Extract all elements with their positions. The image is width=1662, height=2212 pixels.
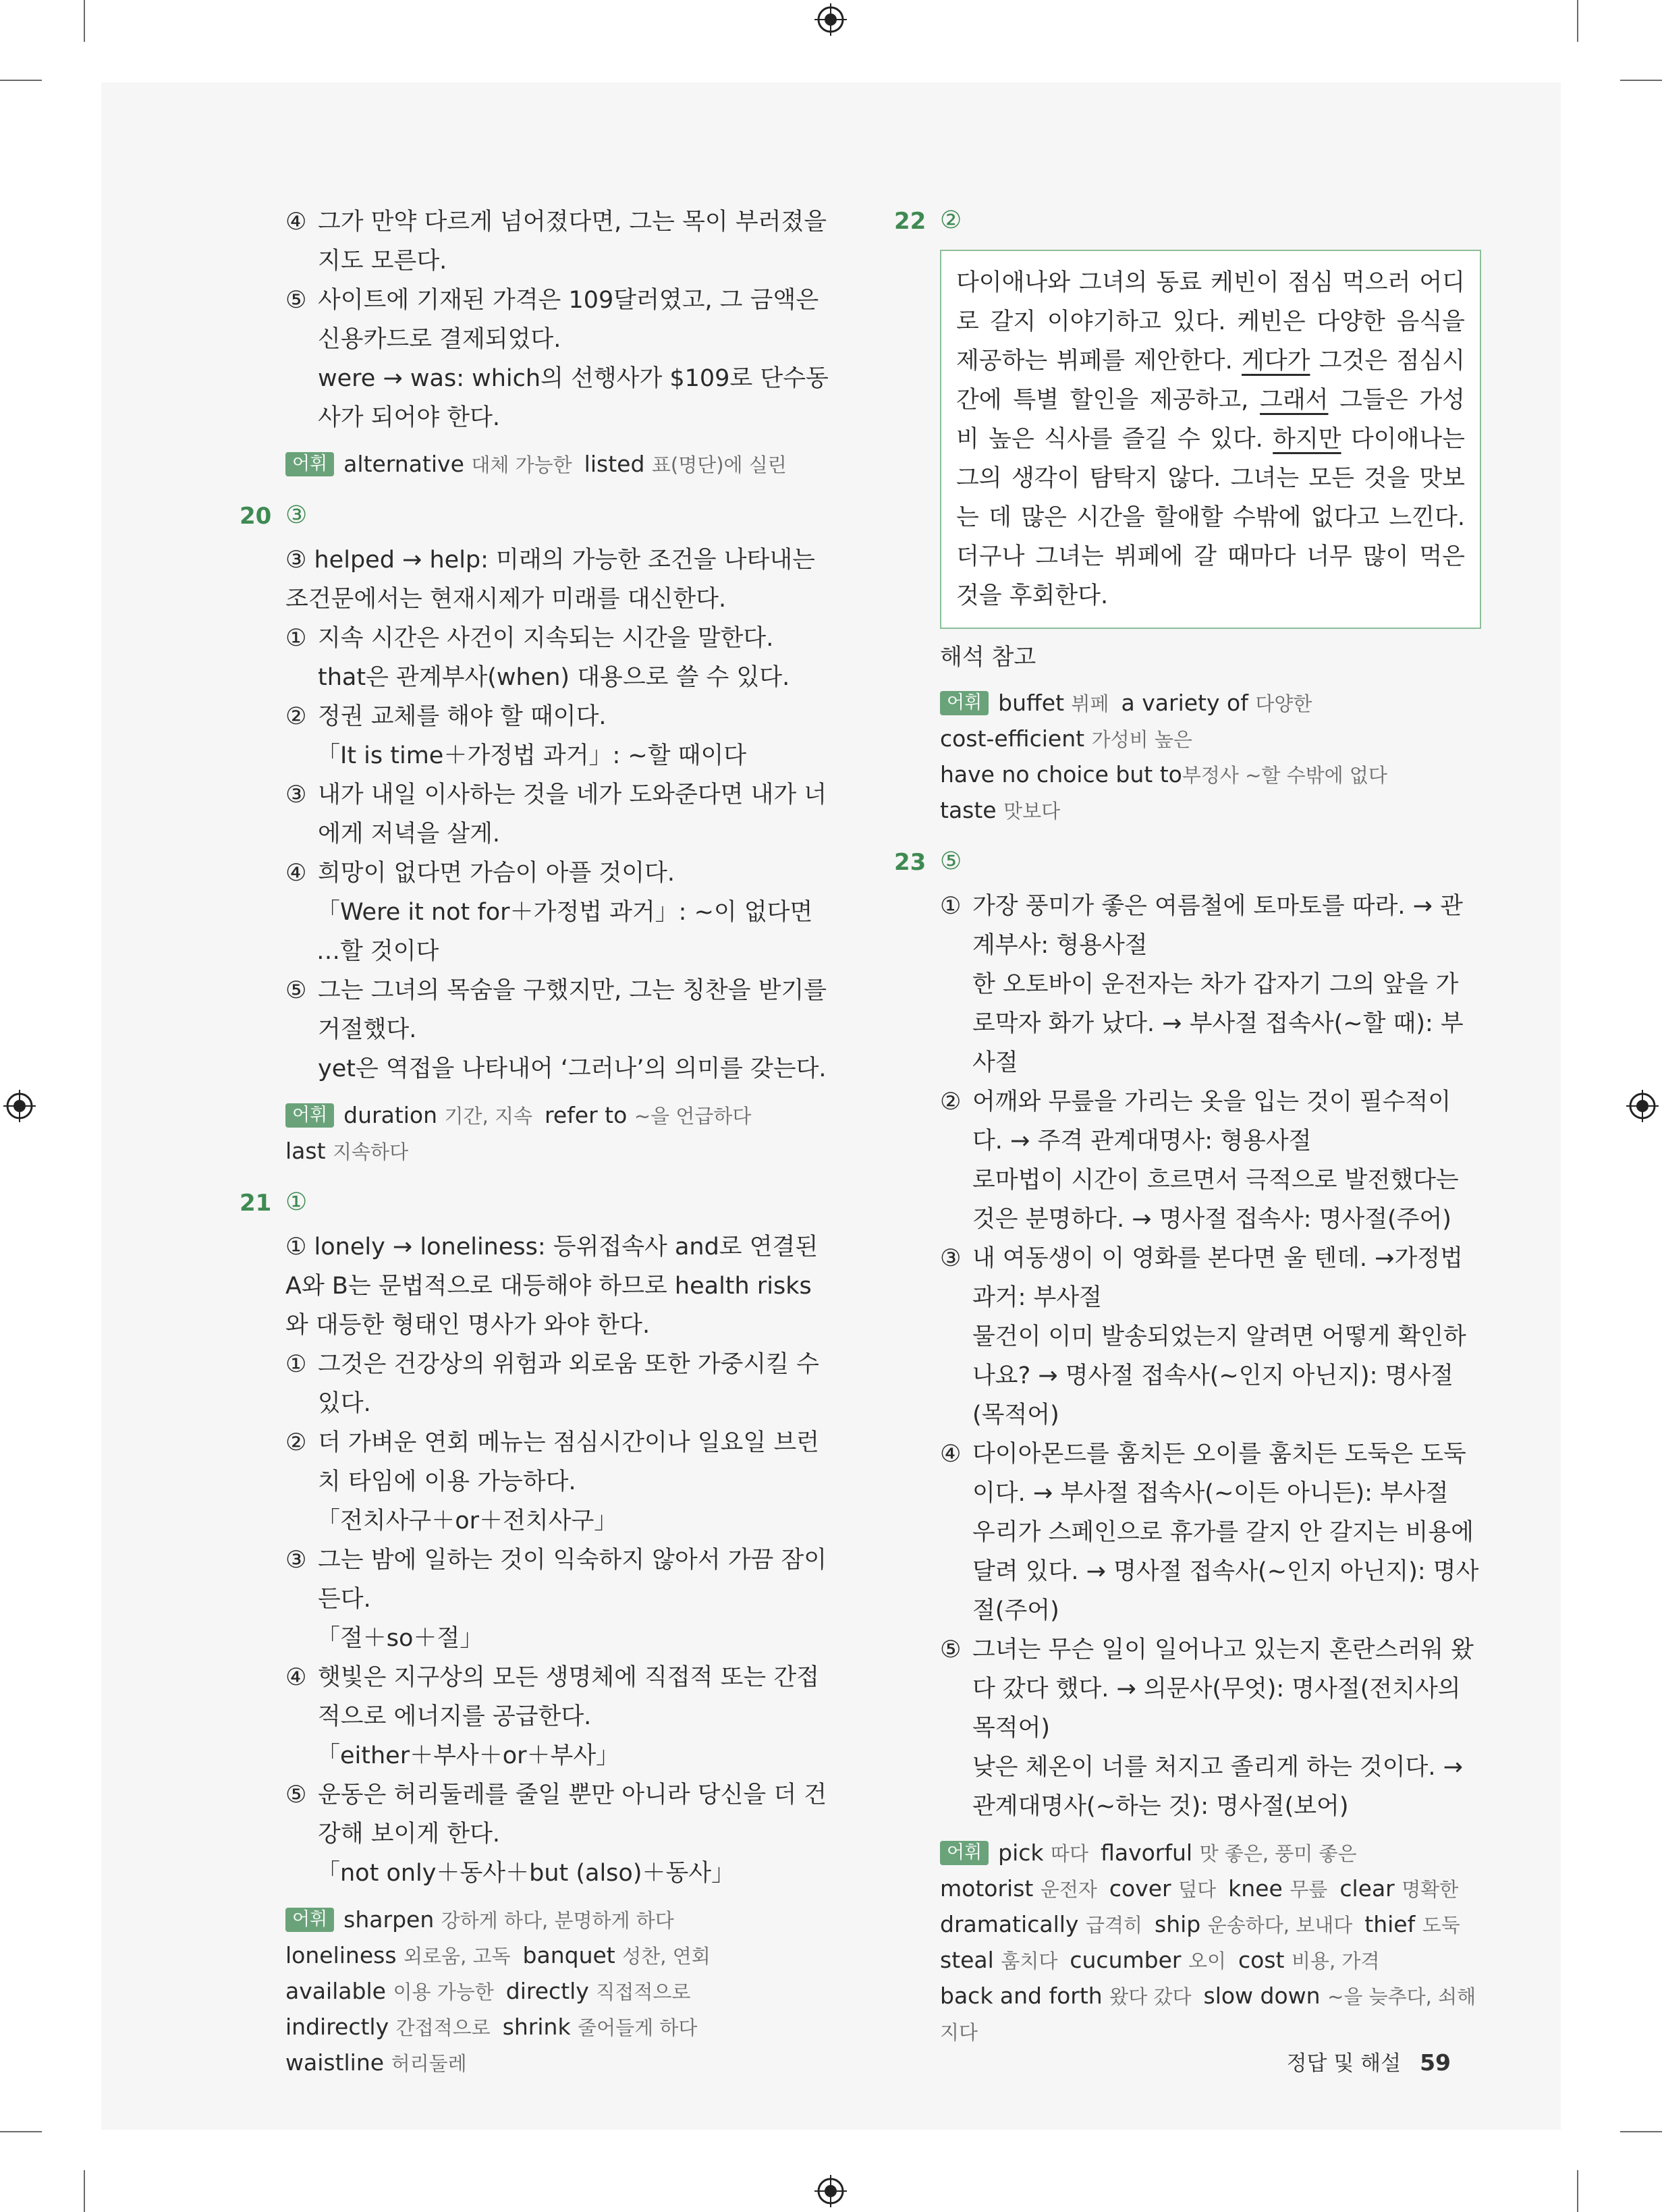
vocab-box (940, 1835, 1481, 2050)
vocab-ko: 표(명단)에 실린 (651, 453, 787, 476)
choice-text: 내 여동생이 이 영화를 본다면 울 텐데. →가정법 과거: 부사절 (972, 1245, 1463, 1311)
choice-note: 「Were it not for＋가정법 과거」: ~이 없다면 …할 것이다 (316, 899, 813, 965)
footer-section: 정답 및 해설 (1286, 2051, 1402, 2076)
vocab-ko: 훔치다 (1001, 1950, 1058, 1972)
choice-text: 햇빛은 지구상의 모든 생명체에 직접적 또는 간접적으로 에너지를 공급한다. (318, 1664, 819, 1730)
answer-mark: ⑤ (940, 848, 962, 875)
vocab-en: cucumber (1070, 1947, 1182, 1973)
choice-item (285, 619, 833, 658)
vocab-badge: 어휘 (940, 691, 989, 715)
choice-item (285, 1345, 833, 1423)
page-number: 59 (1420, 2049, 1451, 2076)
choice-mark: ② (285, 703, 307, 730)
choice-note: 로마법이 시간이 흐르면서 극적으로 발전했다는 것은 분명하다. → 명사절 접속사: 명사절(주어) (972, 1167, 1459, 1233)
vocab-en: cost (1238, 1947, 1285, 1973)
choice-mark: ① (940, 893, 962, 920)
choice-item (285, 1541, 833, 1619)
choice-mark: ④ (285, 1664, 307, 1691)
choice-mark: ⑤ (285, 977, 307, 1004)
vocab-box (285, 447, 833, 482)
underlined-connective: 그래서 (1260, 387, 1329, 414)
choice-item (285, 202, 833, 281)
choice-note: 우리가 스페인으로 휴가를 갈지 안 갈지는 비용에 달려 있다. → 명사절 접속사(~인지 아닌지): 명사절(주어) (972, 1519, 1479, 1624)
vocab-en: slow down (1203, 1983, 1321, 2009)
vocab-en: loneliness (285, 1942, 397, 1968)
vocab-en: motorist (940, 1875, 1034, 1902)
registration-mark-icon (814, 2175, 847, 2207)
choice-text: 그것은 건강상의 위험과 외로움 또한 가중시킬 수 있다. (318, 1351, 819, 1417)
choice-item (285, 1423, 833, 1501)
choice-text: 더 가벼운 연회 메뉴는 점심시간이나 일요일 브런치 타임에 이용 가능하다. (318, 1429, 819, 1495)
answer-mark: ③ (285, 501, 308, 529)
vocab-en: last (285, 1138, 326, 1164)
vocab-en: pick (998, 1840, 1044, 1866)
choice-item (285, 1775, 833, 1854)
crop-mark (1620, 2131, 1662, 2132)
vocab-ko: 부정사 ~할 수밖에 없다 (1182, 764, 1387, 787)
vocab-en: duration (343, 1102, 438, 1128)
vocab-ko: 오이 (1188, 1950, 1226, 1972)
choice-mark: ② (940, 1088, 962, 1115)
choice-text: 그는 그녀의 목숨을 구했지만, 그는 칭찬을 받기를 거절했다. (318, 977, 827, 1043)
translation-box (940, 250, 1481, 629)
vocab-ko: ~을 늦추다, 쇠해지다 (940, 1985, 1476, 2044)
translation-segment: 그것은 점심시간에 특별 할인을 제공하고, (956, 348, 1465, 414)
explanation: ③ helped → help: 미래의 가능한 조건을 나타내는 조건문에서는 현재시제가 미래를 대신한다. (285, 547, 815, 613)
choice-item (940, 887, 1481, 965)
crop-mark (1577, 2170, 1578, 2212)
vocab-en: have no choice but to (940, 761, 1182, 787)
choice-mark: ③ (940, 1245, 962, 1272)
vocab-ko: 이용 가능한 (393, 1981, 494, 2003)
vocab-ko: 간접적으로 (395, 2016, 491, 2039)
vocab-en: indirectly (285, 2014, 389, 2040)
answer-mark: ① (285, 1188, 308, 1216)
vocab-en: refer to (545, 1102, 628, 1128)
question-22 (894, 202, 1481, 829)
choice-note: 한 오토바이 운전자는 차가 갑자기 그의 앞을 가로막자 화가 났다. → 부사절 접속사(~할 때): 부사절 (972, 971, 1464, 1076)
translation-segment: 다이애나와 그녀의 동료 케빈이 점심 먹으러 어디로 갈지 이야기하고 있다. 케빈은 다양한 음식을 제공하는 뷔페를 제안한다. (956, 269, 1465, 375)
choice-item (285, 697, 833, 736)
vocab-ko: 왔다 갔다 (1109, 1985, 1192, 2008)
choice-note: 「either＋부사＋or＋부사」 (316, 1742, 620, 1769)
vocab-en: a variety of (1121, 690, 1248, 716)
choice-note: were → was: which의 선행사가 $109로 단수동사가 되어야 한다. (318, 365, 829, 431)
question-header (894, 844, 1481, 887)
choice-text: 사이트에 기재된 가격은 109달러였고, 그 금액은 신용카드로 결제되었다. (318, 287, 819, 353)
vocab-ko: 무릎 (1290, 1878, 1328, 1901)
choice-mark: ⑤ (940, 1636, 962, 1663)
question-19-continued (285, 202, 833, 482)
vocab-ko: 성찬, 연회 (622, 1945, 711, 1968)
choice-item (940, 1435, 1481, 1513)
choice-note: 「not only＋동사＋but (also)＋동사」 (316, 1860, 736, 1887)
vocab-ko: 다양한 (1255, 692, 1312, 715)
question-number: 21 (240, 1190, 272, 1217)
vocab-en: back and forth (940, 1983, 1103, 2009)
choice-text: 그는 밤에 일하는 것이 익숙하지 않아서 가끔 잠이 든다. (318, 1547, 827, 1613)
choice-mark: ⑤ (285, 287, 307, 314)
translation-segment: 그들은 가성비 높은 식사를 즐길 수 있다. (956, 387, 1465, 453)
choice-item (285, 281, 833, 359)
vocab-ko: ~을 언급하다 (634, 1105, 752, 1128)
registration-mark-icon (3, 1090, 36, 1122)
vocab-en: listed (584, 451, 645, 477)
vocab-ko: 맛보다 (1003, 800, 1061, 823)
choice-mark: ② (285, 1429, 307, 1456)
vocab-ko: 줄어들게 하다 (578, 2016, 698, 2039)
vocab-ko: 도둑 (1422, 1914, 1460, 1937)
vocab-ko: 따다 (1051, 1842, 1089, 1865)
vocab-en: banquet (522, 1942, 615, 1968)
choice-item (940, 1630, 1481, 1748)
translation-segment: 다이애나는 그의 생각이 탐탁지 않다. 그녀는 모든 것을 맛보는 데 많은 시간을 할애할 수밖에 없다고 느낀다. 더구나 그녀는 뷔페에 갈 때마다 너무 많이 먹은 것을 후회한다. (956, 426, 1465, 609)
vocab-en: cost-efficient (940, 725, 1085, 752)
translation-text (956, 263, 1465, 615)
question-23 (894, 844, 1481, 2050)
registration-mark-icon (814, 3, 847, 36)
vocab-en: buffet (998, 690, 1065, 716)
choice-mark: ① (285, 1351, 307, 1378)
crop-mark (0, 80, 42, 81)
vocab-en: thief (1364, 1911, 1416, 1937)
vocab-ko: 뷔페 (1071, 692, 1109, 715)
explanation: ① lonely → loneliness: 등위접속사 and로 연결된 A와 B는 문법적으로 대등해야 하므로 health risks와 대등한 형태인 명사가 와야 한다. (285, 1234, 819, 1339)
choice-mark: ③ (285, 781, 307, 808)
vocab-ko: 기간, 지속 (444, 1105, 533, 1128)
vocab-ko: 강하게 하다, 분명하게 하다 (441, 1909, 674, 1932)
choice-mark: ④ (285, 209, 307, 236)
vocab-badge: 어휘 (285, 452, 334, 476)
crop-mark (84, 2170, 85, 2212)
vocab-ko: 가성비 높은 (1091, 728, 1192, 751)
choice-text: 희망이 없다면 가슴이 아플 것이다. (318, 860, 675, 887)
choice-text: 그녀는 무슨 일이 일어나고 있는지 혼란스러워 왔다 갔다 했다. → 의문사(무엇): 명사절(전치사의 목적어) (972, 1636, 1474, 1742)
question-header (894, 202, 1481, 246)
choice-text: 가장 풍미가 좋은 여름철에 토마토를 따라. → 관계부사: 형용사절 (972, 893, 1463, 959)
question-number: 20 (240, 503, 272, 530)
vocab-badge: 어휘 (940, 1841, 989, 1865)
vocab-en: shrink (502, 2014, 571, 2040)
vocab-box (285, 1098, 833, 1169)
vocab-ko: 지속하다 (333, 1140, 409, 1163)
vocab-en: waistline (285, 2049, 385, 2076)
crop-mark (1577, 0, 1578, 42)
vocab-ko: 외로움, 고독 (404, 1945, 511, 1968)
choice-note: 낮은 체온이 너를 처지고 졸리게 하는 것이다. → 관계대명사(~하는 것): 명사절(보어) (972, 1754, 1463, 1820)
vocab-ko: 운전자 (1040, 1878, 1097, 1901)
vocab-ko: 명확한 (1402, 1878, 1459, 1901)
question-number: 22 (894, 208, 926, 235)
vocab-badge: 어휘 (285, 1103, 334, 1128)
question-20 (240, 497, 833, 1169)
choice-note: 「It is time＋가정법 과거」: ~할 때이다 (316, 742, 747, 769)
vocab-ko: 운송하다, 보내다 (1207, 1914, 1353, 1937)
underlined-connective: 하지만 (1273, 426, 1341, 453)
vocab-en: flavorful (1101, 1840, 1193, 1866)
right-column (894, 202, 1481, 2050)
registration-mark-icon (1626, 1090, 1659, 1122)
left-column (240, 202, 833, 2081)
choice-text: 지속 시간은 사건이 지속되는 시간을 말한다. (318, 625, 774, 652)
choice-item (285, 1658, 833, 1736)
question-header (240, 497, 833, 541)
crop-mark (0, 2131, 42, 2132)
vocab-en: taste (940, 797, 997, 823)
vocab-box (940, 686, 1481, 829)
choice-item (285, 854, 833, 893)
vocab-ko: 급격히 (1085, 1914, 1142, 1937)
vocab-en: knee (1228, 1875, 1283, 1902)
crop-mark (84, 0, 85, 42)
vocab-en: dramatically (940, 1911, 1079, 1937)
choice-note: that은 관계부사(when) 대용으로 쓸 수 있다. (318, 664, 790, 691)
choice-mark: ⑤ (285, 1781, 307, 1808)
vocab-en: directly (505, 1978, 589, 2004)
page-footer (1287, 2046, 1451, 2076)
vocab-en: available (285, 1978, 386, 2004)
choice-mark: ④ (285, 860, 307, 887)
question-header (240, 1184, 833, 1227)
choice-note: 물건이 이미 발송되었는지 알려면 어떻게 확인하나요? → 명사절 접속사(~인지 아닌지): 명사절(목적어) (972, 1323, 1466, 1429)
vocab-en: sharpen (343, 1906, 435, 1933)
choice-text: 정권 교체를 해야 할 때이다. (318, 703, 607, 730)
question-body (285, 1227, 833, 2081)
choice-mark: ④ (940, 1441, 962, 1468)
choice-item (285, 971, 833, 1049)
answer-mark: ② (940, 206, 962, 234)
choice-text: 어깨와 무릎을 가리는 옷을 입는 것이 필수적이다. → 주격 관계대명사: 형용사절 (972, 1088, 1451, 1155)
vocab-ko: 맛 좋은, 풍미 좋은 (1199, 1842, 1357, 1865)
vocab-ko: 직접적으로 (596, 1981, 691, 2003)
vocab-en: ship (1155, 1911, 1201, 1937)
choice-note: yet은 역접을 나타내어 ‘그러나’의 의미를 갖는다. (318, 1055, 827, 1082)
choice-item (940, 1239, 1481, 1317)
vocab-box (285, 1902, 833, 2081)
choice-mark: ③ (285, 1547, 307, 1574)
choice-mark: ① (285, 625, 307, 652)
choice-item (285, 775, 833, 854)
vocab-ko: 덮다 (1178, 1878, 1217, 1901)
reference-note: 해석 참고 (940, 644, 1036, 671)
vocab-en: alternative (343, 451, 464, 477)
choice-text: 다이아몬드를 훔치든 오이를 훔치든 도둑은 도둑이다. → 부사절 접속사(~이든 아니든): 부사절 (972, 1441, 1466, 1507)
choice-note: 「전치사구＋or＋전치사구」 (316, 1508, 618, 1534)
vocab-ko: 비용, 가격 (1291, 1950, 1380, 1972)
question-body (285, 541, 833, 1169)
vocab-badge: 어휘 (285, 1908, 334, 1932)
question-body (940, 887, 1481, 2050)
vocab-en: cover (1109, 1875, 1171, 1902)
choice-text: 내가 내일 이사하는 것을 네가 도와준다면 내가 너에게 저녁을 살게. (318, 781, 827, 848)
choice-note: 「절＋so＋절」 (316, 1625, 484, 1652)
choice-text: 그가 만약 다르게 넘어졌다면, 그는 목이 부러졌을지도 모른다. (318, 209, 827, 275)
underlined-connective: 게다가 (1242, 348, 1310, 375)
vocab-ko: 허리둘레 (391, 2052, 467, 2075)
question-number: 23 (894, 849, 926, 876)
vocab-en: steal (940, 1947, 994, 1973)
vocab-ko: 대체 가능한 (471, 453, 572, 476)
vocab-en: clear (1339, 1875, 1395, 1902)
crop-mark (1620, 80, 1662, 81)
question-21 (240, 1184, 833, 2081)
choice-text: 운동은 허리둘레를 줄일 뿐만 아니라 당신을 더 건강해 보이게 한다. (318, 1781, 827, 1848)
choice-item (940, 1082, 1481, 1161)
